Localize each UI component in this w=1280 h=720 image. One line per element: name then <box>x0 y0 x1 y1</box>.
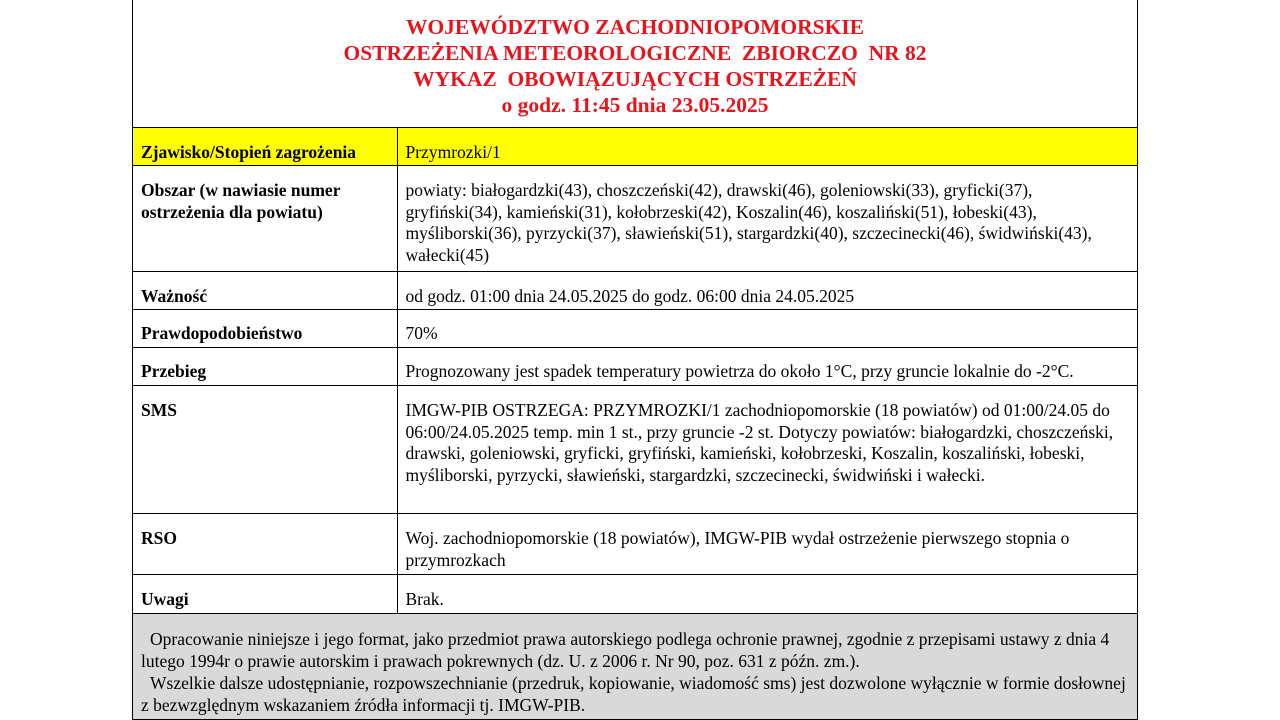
row-label: RSO <box>133 514 397 575</box>
table-row <box>133 272 1137 310</box>
copyright-footer <box>133 613 1137 720</box>
row-value: Przymrozki/1 <box>397 128 1137 166</box>
warning-table <box>133 127 1137 613</box>
document-header <box>133 0 1137 127</box>
copyright-notice: Opracowanie niniejsze i jego format, jako przedmiot prawa autorskiego podlega ochronie prawnej, zgodnie z przepisami ustawy z dnia 4 lutego 1994r o prawie autorskim i prawach pokrewnych (dz. U. z 2006 r. Nr 90, poz. 631 z późn. zm.). <box>141 628 1110 671</box>
table-row <box>133 128 1137 166</box>
table-row <box>133 514 1137 575</box>
row-label: Ważność <box>133 272 397 310</box>
row-label: Przebieg <box>133 348 397 386</box>
header-region: WOJEWÓDZTWO ZACHODNIOPOMORSKIE <box>405 15 865 39</box>
table-row <box>133 348 1137 386</box>
row-value: od godz. 01:00 dnia 24.05.2025 do godz. 06:00 dnia 24.05.2025 <box>397 272 1137 310</box>
row-value: Brak. <box>397 575 1137 613</box>
distribution-notice: Wszelkie dalsze udostępnianie, rozpowszechnianie (przedruk, kopiowanie, wiadomość sms) jest dozwolone wyłącznie w formie dosłownej z bezwzględnym wskazaniem źródła informacji tj. IMGW-PIB. <box>141 672 1126 715</box>
row-value: Woj. zachodniopomorskie (18 powiatów), IMGW-PIB wydał ostrzeżenie pierwszego stopnia o przymrozkach <box>397 514 1137 575</box>
table-row <box>133 166 1137 272</box>
header-timestamp: o godz. 11:45 dnia 23.05.2025 <box>501 93 769 117</box>
row-value: powiaty: białogardzki(43), choszczeński(42), drawski(46), goleniowski(33), gryficki(37), gryfiński(34), kamieński(31), kołobrzeski(42), Koszalin(46), koszaliński(51), łobeski(43), myśliborski(36), pyrzycki(37), sławieński(51), stargardzki(40), szczecinecki(46), świdwiński(43), wałecki(45) <box>397 166 1137 272</box>
table-row <box>133 575 1137 613</box>
row-label: Zjawisko/Stopień zagrożenia <box>133 128 397 166</box>
row-value: 70% <box>397 310 1137 348</box>
table-row <box>133 310 1137 348</box>
row-value: Prognozowany jest spadek temperatury powietrza do około 1°C, przy gruncie lokalnie do -2°C. <box>397 348 1137 386</box>
table-row <box>133 386 1137 514</box>
warning-document <box>132 0 1138 720</box>
row-label: Prawdopodobieństwo <box>133 310 397 348</box>
header-list-title: WYKAZ OBOWIĄZUJĄCYCH OSTRZEŻEŃ <box>413 67 857 91</box>
row-value: IMGW-PIB OSTRZEGA: PRZYMROZKI/1 zachodniopomorskie (18 powiatów) od 01:00/24.05 do 06:00/24.05.2025 temp. min 1 st., przy gruncie -2 st. Dotyczy powiatów: białogardzki, choszczeński, drawski, goleniowski, gryficki, gryfiński, kamieński, kołobrzeski, Koszalin, koszaliński, łobeski, myśliborski, pyrzycki, sławieński, stargardzki, szczecinecki, świdwiński i wałecki. <box>397 386 1137 514</box>
row-label: Obszar (w nawiasie numer ostrzeżenia dla powiatu) <box>133 166 397 272</box>
header-warning-number: OSTRZEŻENIA METEOROLOGICZNE ZBIORCZO NR 82 <box>343 41 927 65</box>
row-label: Uwagi <box>133 575 397 613</box>
row-label: SMS <box>133 386 397 514</box>
